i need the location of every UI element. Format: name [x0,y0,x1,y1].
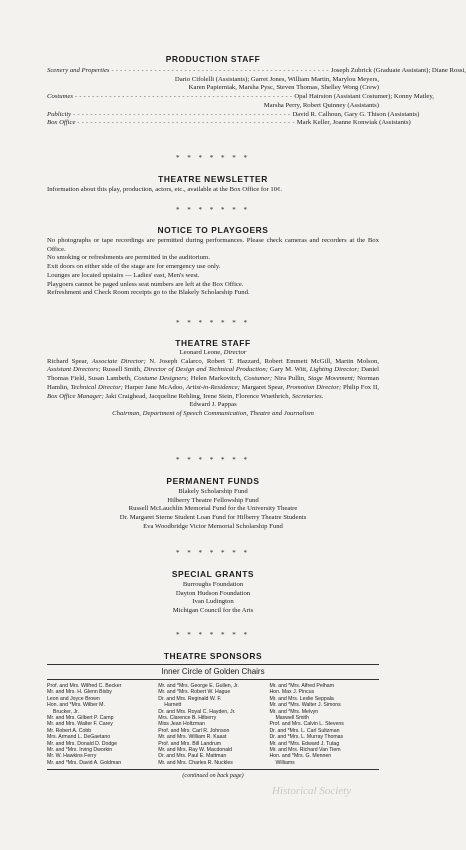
fund-item: Dr. Margaret Sterne Student Loan Fund for Hilberry Theatre Students [119,514,307,522]
sponsor-name: Mr. and Mrs. H. Glenn Bixby [47,689,112,696]
sponsor-name: Mrs. Armand L. DeGaetano [47,734,111,741]
credit-role: Costumes [47,93,74,101]
funds-heading: PERMANENT FUNDS [166,476,260,486]
leader-dots: - - - - - - - - - - - - - - - - - - - - - - - - - - - - - - - - - - - - - - - - - - - - - - - - - - - [73,111,291,118]
sponsor-name: Dr. and Mrs. Paul E. Mattman [158,753,227,760]
sponsor-name: Prof. and Mrs. Carl R. Johnson [158,727,230,734]
sponsors-subheading: Inner Circle of Golden Chairs [161,667,265,676]
credit-names: David R. Calhoun, Gary G. Thison (Assistants) [292,110,420,118]
sponsors-bottom-rule [47,769,379,770]
sponsor-name: Harnett [164,702,182,709]
credit-row [47,119,411,128]
staff-role: Lighting Director; [309,366,362,374]
sponsor-name: Mr. and *Mrs. Robert W. Hague [158,689,231,696]
sponsor-name: Brucker, Jr. [53,708,79,715]
sponsor-column [47,683,157,766]
sponsor-name: Mr. and *Mrs. Melvyn [269,708,319,715]
staff-names: Norman Hamlin, [47,375,379,391]
grants-list [47,581,379,616]
notice-line: Refreshment and Check Room receipts go to the Blakely Scholarship Fund. [47,289,250,297]
sponsor-name: Mr. and Mrs. William R. Kaast [158,734,227,741]
sponsors-section [47,651,379,781]
staff-names: Gary M. Witt, [269,366,310,374]
continued-note: (continued on back page) [182,773,244,780]
sponsor-name: Dr. and *Mrs. L. Murray Thomas [269,734,344,741]
grant-item: Dayton Hudson Foundation [175,589,251,597]
credit-names: Mark Keller, Joanne Konwiak (Assistants) [296,119,411,127]
production-staff-heading: PRODUCTION STAFF [165,54,261,64]
sponsor-name: Mr. and Mrs. Ray W. Macdonald [158,747,233,754]
sponsor-column [269,683,379,766]
staff-role: Secretaries. [291,392,324,400]
sponsor-name: Prof. and Mrs. Bill Landrum [158,740,222,747]
director-title: Director [223,349,247,356]
staff-names: Jaki Craighead, Jacqueline Rehling, Irene Stein, Florence Wuethrich, [105,392,292,400]
sponsor-name: Mr. and *Mrs. Alfred Pelham [269,683,335,689]
separator-stars: * * * * * * * [176,154,250,162]
staff-names: N. Joseph Calarco, Robert T. Hazzard, Robert Emmett McGill, Martin Molson, [149,357,379,365]
sponsors-top-rule [47,664,379,665]
newsletter-text: Information about this play, production, actors, etc., available at the Box Office for 10¢. [47,186,283,193]
sponsor-name: Hon. Max J. Pincus [269,689,315,696]
chair-name: Edward J. Pappas [189,401,237,409]
sponsor-name: Miss Jean Holtzman [158,721,205,728]
sponsor-name: Prof. and Mrs. Wilfred C. Becker [47,683,122,689]
notice-list [47,237,379,298]
staff-names: Richard Spear, [47,357,92,365]
sponsor-column [158,683,268,766]
credit-continuation: Marsha Perry, Robert Quinney (Assistants) [263,101,379,109]
sponsor-name: Mr. and *Mrs. Walter J. Simons [269,702,341,709]
chair-title: Chairman, Department of Speech Communication, Theatre and Journalism [112,409,314,417]
credit-continuation: Dario Cifolelli (Assistants); Garret Jones, William Martin, Marylou Meyers, [174,75,379,83]
credit-continuation: Karen Papierniak, Marsha Pysc, Steven Thomas, Shelley Wong (Crew) [188,84,379,92]
notice-line: Playgoers cannot be paged unless seat numbers are left at the Box Office. [47,280,244,288]
staff-role: Stage Movement; [307,375,358,383]
staff-role: Artist-in-Residence; [185,383,242,391]
sponsor-name: Maxwell Smith [275,715,309,722]
credit-role: Box Office [47,119,76,127]
notice-line: No smoking or refreshments are permitted in the auditorium. [47,254,210,262]
watermark-text: Historical Society [272,785,352,797]
sponsor-name: Mr. and *Mrs. George E. Gullen, Jr. [158,683,239,689]
grants-heading: SPECIAL GRANTS [171,569,255,579]
staff-names: Helen Markovitch, [190,375,244,383]
theatre-staff-section [47,338,379,419]
sponsors-columns [47,683,379,766]
notice-line: No photographs or tape recordings are permitted during performances. Please check cameras and recorders at the Box Office. [47,237,379,253]
staff-role: Director of Design and Technical Production; [143,366,270,374]
sponsor-name: Mr. and Mrs. Gilbert P. Camp [47,715,114,722]
sponsor-name: Mr. and Mrs. Walter F. Carey [47,721,113,728]
staff-names: Philip Fox II, [342,383,380,391]
fund-item: Hilberry Theatre Fellowship Fund [167,496,259,504]
staff-names: Daniel Thomas Field, Susan Lambeth, [47,366,379,383]
sponsor-name: Mr. and Mrs. Leslie Seppala [269,695,334,702]
notice-line: Lounges are located upstairs — Ladies' east, Men's west. [47,271,200,279]
staff-role: Associate Director; [91,357,150,365]
notice-heading: NOTICE TO PLAYGOERS [157,225,269,235]
sponsor-name: Williams [275,759,295,766]
staff-role: Costume Designers; [133,375,191,383]
sponsor-name: Dr. and Mrs. Reginald W. F. [158,695,222,702]
sponsor-name: Mr. and Mrs. Richard Van Tiem [269,747,341,754]
newsletter-section [47,174,379,195]
sponsor-name: Mr. W. Hawkins Ferry [47,753,97,760]
sponsor-name: Dr. and Mrs. Royal C. Hayden, Jr. [158,708,236,715]
grant-item: Ivan Ludington [192,598,234,606]
separator-stars: * * * * * * * [176,549,250,557]
credit-names: Joseph Zubrick (Graduate Assistant); Diane Rossi, [330,67,466,74]
staff-role: Technical Director; [70,383,125,391]
sponsors-mid-rule [47,679,379,680]
staff-role: Costumer; [243,375,275,383]
staff-role: Box Office Manager; [47,392,106,400]
sponsor-name: Hon. and *Mrs. Wilber M. [47,702,105,709]
staff-names: Russell Smith, [102,366,144,374]
fund-item: Russell McLauchlin Memorial Fund for the University Theatre [128,505,298,513]
staff-role: Promotion Director; [286,383,343,391]
separator-stars: * * * * * * * [176,319,250,327]
fund-item: Blakely Scholarship Fund [178,488,248,495]
separator-stars: * * * * * * * [176,631,250,639]
sponsor-name: Leon and Joyce Brown [47,695,100,702]
funds-list [47,488,379,532]
director-line [47,349,379,358]
leader-dots: - - - - - - - - - - - - - - - - - - - - - - - - - - - - - - - - - - - - - - - - - - - - - - - - - - - [111,68,329,74]
staff-names: Nira Pullin, [274,375,308,383]
credit-row [47,110,420,120]
staff-role: Assistant Directors; [47,366,103,374]
notice-section [47,225,379,298]
grants-section [47,569,379,616]
fund-item: Eva Woodbridge Victor Memorial Scholarship Fund [143,522,283,530]
funds-section [47,476,379,532]
staff-paragraph [47,358,379,402]
production-staff-section [47,54,466,128]
sponsors-heading: THEATRE SPONSORS [163,651,263,661]
sponsor-name: Hon. and *Mrs. G. Mennen [269,753,332,760]
leader-dots: - - - - - - - - - - - - - - - - - - - - - - - - - - - - - - - - - - - - - - - - - - - - - - - - - - - [77,120,295,127]
grant-item: Michigan Council for the Arts [172,607,254,615]
sponsor-name: Mr. and *Mrs. Edward J. Tutag [269,740,340,747]
sponsor-name: Dr. and *Mrs. L. Carl Sultzman [269,727,340,734]
staff-names: Margaret Spear, [241,383,287,391]
sponsor-name: Prof. and Mrs. Calvin L. Stevens [269,721,344,728]
newsletter-heading: THEATRE NEWSLETTER [158,174,268,184]
production-staff-list [47,67,466,128]
separator-stars: * * * * * * * [176,456,250,464]
credit-row [47,93,434,102]
sponsor-name: Mr. and *Mrs. Irving Dworkin [47,747,113,754]
sponsor-name: Mr. and Mrs. Donald D. Dodge [47,740,118,747]
sponsor-name: Mr. and Mrs. Charles R. Nuckles [158,759,233,766]
staff-names: Harper Jane McAdoo, [124,383,186,391]
sponsor-name: Mr. Robert A. Cobb [47,727,92,734]
credit-row [47,67,466,76]
sponsor-name: Mr. and *Mrs. David A. Goldman [47,759,122,766]
separator-stars: * * * * * * * [176,206,250,214]
director-name: Leonard Leone, [179,349,222,356]
credit-role: Scenery and Properties [47,67,110,74]
leader-dots: - - - - - - - - - - - - - - - - - - - - - - - - - - - - - - - - - - - - - - - - - - - - - - - - - - - [75,94,293,101]
theatre-staff-heading: THEATRE STAFF [175,338,251,348]
credit-role: Publicity [47,110,72,118]
credit-names: Opal Hairston (Assistant Costumer); Konny Matley, [294,93,434,101]
grant-item: Burroughs Foundation [182,581,244,588]
sponsor-name: Mrs. Clarence B. Hilberry [158,715,217,722]
notice-line: Exit doors on either side of the stage are for emergency use only. [47,263,221,271]
